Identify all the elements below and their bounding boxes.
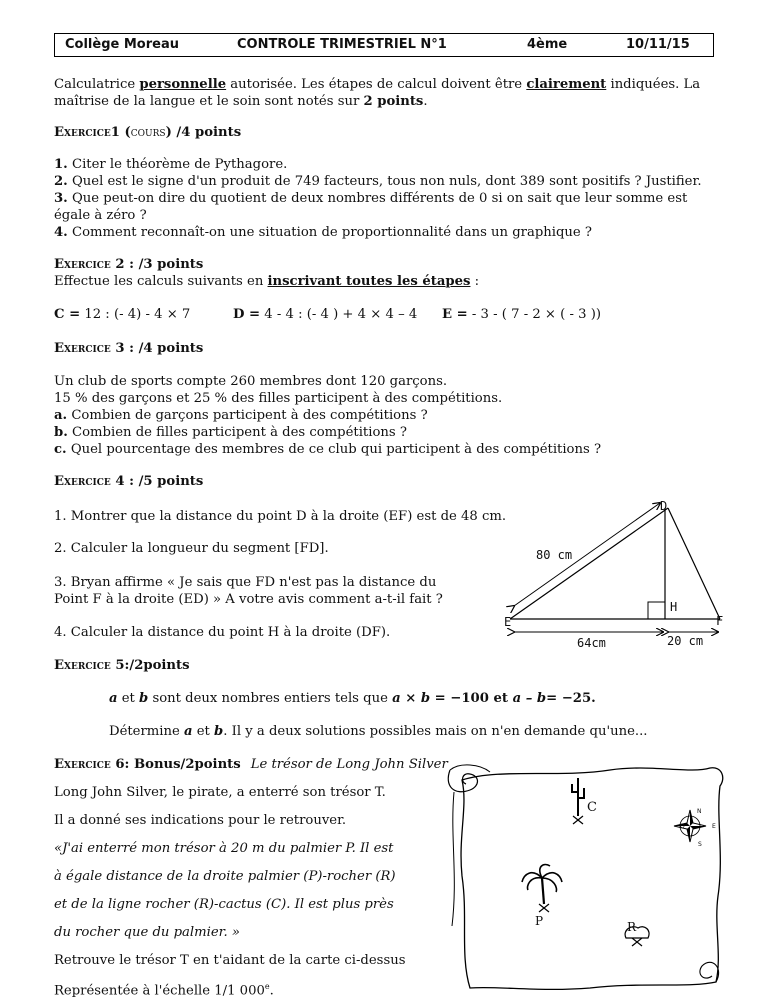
ex5-line-2: Détermine a et b. Il y a deux solutions possibles mais on n'en demande qu'une... [109, 724, 648, 739]
ex1-question-1: 1. Citer le théorème de Pythagore. [54, 157, 288, 172]
ex3-question-a: a. Combien de garçons participent à des compétitions ? [54, 408, 428, 423]
treasure-map [440, 756, 730, 994]
ex2-intro: Effectue les calculs suivants en inscrivant toutes les étapes : [54, 274, 480, 289]
compass-n: N [697, 808, 702, 815]
calc-d: D = 4 - 4 : (- 4 ) + 4 × 4 – 4 [233, 307, 418, 322]
ex6-line-5: et de la ligne rocher (R)-cactus (C). Il est plus près [54, 897, 394, 912]
ex4-question-3-cont: Point F à la droite (ED) » A votre avis comment a-t-il fait ? [54, 592, 443, 607]
point-e-label: E [504, 615, 512, 629]
ex6-line-4: à égale distance de la droite palmier (P)-rocher (R) [54, 869, 396, 884]
ex1-question-3: 3. Que peut-on dire du quotient de deux nombres différents de 0 si on sait que leur somme est [54, 191, 688, 206]
ex3-question-b: b. Combien de filles participent à des compétitions ? [54, 425, 407, 440]
ex3-line-2: 15 % des garçons et 25 % des filles participent à des compétitions. [54, 391, 503, 406]
map-label-palm: P [535, 914, 544, 928]
point-f-label: F [716, 614, 724, 628]
ex4-question-2: 2. Calculer la longueur du segment [FD]. [54, 541, 329, 556]
ex3-title: Exercice 3 : /4 points [54, 341, 204, 356]
map-label-cactus: C [587, 800, 597, 815]
ex6-title: Exercice 6: Bonus/2points Le trésor de Long John Silver [54, 757, 448, 772]
ex1-title: Exercice1 (cours) /4 points [54, 125, 242, 140]
label-eh-length: 64cm [577, 636, 606, 650]
exam-title: CONTROLE TRIMESTRIEL N°1 [237, 37, 447, 52]
compass-e: E [712, 823, 716, 830]
ex6-line-2: Il a donné ses indications pour le retrouver. [54, 813, 347, 828]
ex4-question-1: 1. Montrer que la distance du point D à la droite (EF) est de 48 cm. [54, 509, 507, 524]
intro-line-1: Calculatrice personnelle autorisée. Les étapes de calcul doivent être clairement indiquées. La [54, 77, 701, 92]
segment-ed [510, 508, 668, 619]
ex4-title: Exercice 4 : /5 points [54, 474, 204, 489]
label-ed-length: 80 cm [536, 548, 573, 562]
ex3-line-1: Un club de sports compte 260 membres dont 120 garçons. [54, 374, 448, 389]
ex1-question-3-cont: égale à zéro ? [54, 208, 147, 223]
ex3-question-c: c. Quel pourcentage des membres de ce club qui participent à des compétitions ? [54, 442, 602, 457]
calc-c: C = 12 : (- 4) - 4 × 7 [54, 307, 191, 322]
map-label-rock: R [627, 920, 637, 934]
ex1-question-4: 4. Comment reconnaît-on une situation de proportionnalité dans un graphique ? [54, 225, 592, 240]
intro-line-2: maîtrise de la langue et le soin sont notés sur 2 points. [54, 94, 428, 109]
grade: 4ème [527, 37, 568, 52]
calc-e: E = - 3 - ( 7 - 2 × ( - 3 )) [442, 307, 602, 322]
compass-o: O [680, 823, 685, 830]
ex6-line-1: Long John Silver, le pirate, a enterré son trésor T. [54, 785, 386, 800]
compass-s: S [698, 841, 702, 848]
ex4-question-3: 3. Bryan affirme « Je sais que FD n'est pas la distance du [54, 575, 437, 590]
ex5-line-1: a et b sont deux nombres entiers tels que a × b = −100 et a – b= −25. [109, 691, 596, 706]
label-hf-length: 20 cm [667, 634, 704, 648]
ex1-question-2: 2. Quel est le signe d'un produit de 749 facteurs, tous non nuls, dont 389 sont positifs ? Justifier. [54, 174, 702, 189]
header-box [54, 33, 714, 57]
ex6-line-6: du rocher que du palmier. » [54, 925, 240, 940]
school-name: Collège Moreau [65, 37, 179, 52]
ex6-line-7: Retrouve le trésor T en t'aidant de la carte ci-dessus [54, 953, 406, 968]
ex2-title: Exercice 2 : /3 points [54, 257, 204, 272]
ex5-title: Exercice 5:/2points [54, 658, 190, 673]
exam-date: 10/11/15 [626, 37, 690, 52]
ex4-question-4: 4. Calculer la distance du point H à la droite (DF). [54, 625, 391, 640]
right-angle-mark [648, 602, 665, 619]
point-d-label: D [660, 499, 668, 513]
point-h-label: H [670, 600, 678, 614]
ex6-line-8: Représentée à l'échelle 1/1 000e. [54, 982, 274, 999]
ex6-line-3: «J'ai enterré mon trésor à 20 m du palmier P. Il est [54, 841, 394, 856]
